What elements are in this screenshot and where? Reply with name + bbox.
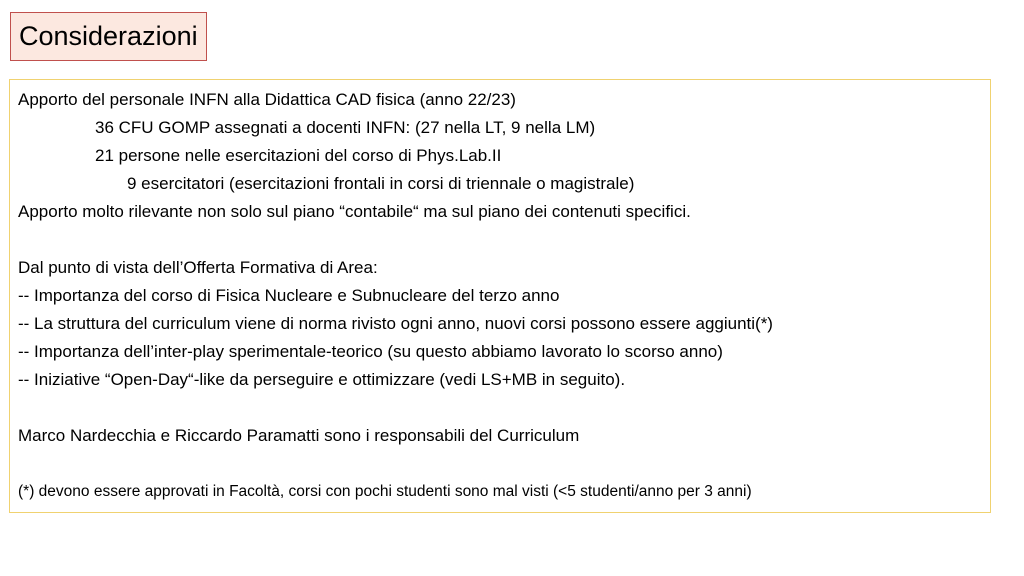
text-line-offerta: Dal punto di vista dell’Offerta Formativa di Area: bbox=[18, 258, 378, 277]
blank-line bbox=[18, 394, 990, 422]
text-line-fisica-nucleare: -- Importanza del corso di Fisica Nucleare e Subnucleare del terzo anno bbox=[18, 286, 560, 305]
text-line-persone: 21 persone nelle esercitazioni del corso di Phys.Lab.II bbox=[95, 146, 502, 165]
text-line-cfu: 36 CFU GOMP assegnati a docenti INFN: (27 nella LT, 9 nella LM) bbox=[95, 118, 596, 137]
text-line-personale: Apporto del personale INFN alla Didattica CAD fisica (anno 22/23) bbox=[18, 90, 516, 109]
slide-title: Considerazioni bbox=[19, 21, 198, 51]
text-line-apporto: Apporto molto rilevante non solo sul piano “contabile“ ma sul piano dei contenuti specifici. bbox=[18, 202, 691, 221]
content-box bbox=[9, 79, 991, 513]
slide-title-box bbox=[10, 12, 207, 61]
text-line-esercitatori: 9 esercitatori (esercitazioni frontali in corsi di triennale o magistrale) bbox=[127, 174, 635, 193]
text-line-open-day: -- Iniziative “Open-Day“-like da perseguire e ottimizzare (vedi LS+MB in seguito). bbox=[18, 370, 626, 389]
text-line-responsabili: Marco Nardecchia e Riccardo Paramatti sono i responsabili del Curriculum bbox=[18, 426, 580, 445]
blank-line bbox=[18, 450, 990, 478]
text-line-inter-play: -- Importanza dell’inter-play sperimentale-teorico (su questo abbiamo lavorato lo scorso anno) bbox=[18, 342, 723, 361]
footnote: (*) devono essere approvati in Facoltà, corsi con pochi studenti sono mal visti (<5 studenti/anno per 3 anni) bbox=[18, 483, 752, 500]
blank-line bbox=[18, 226, 990, 254]
text-line-struttura: -- La struttura del curriculum viene di norma rivisto ogni anno, nuovi corsi possono essere aggiunti(*) bbox=[18, 314, 773, 333]
